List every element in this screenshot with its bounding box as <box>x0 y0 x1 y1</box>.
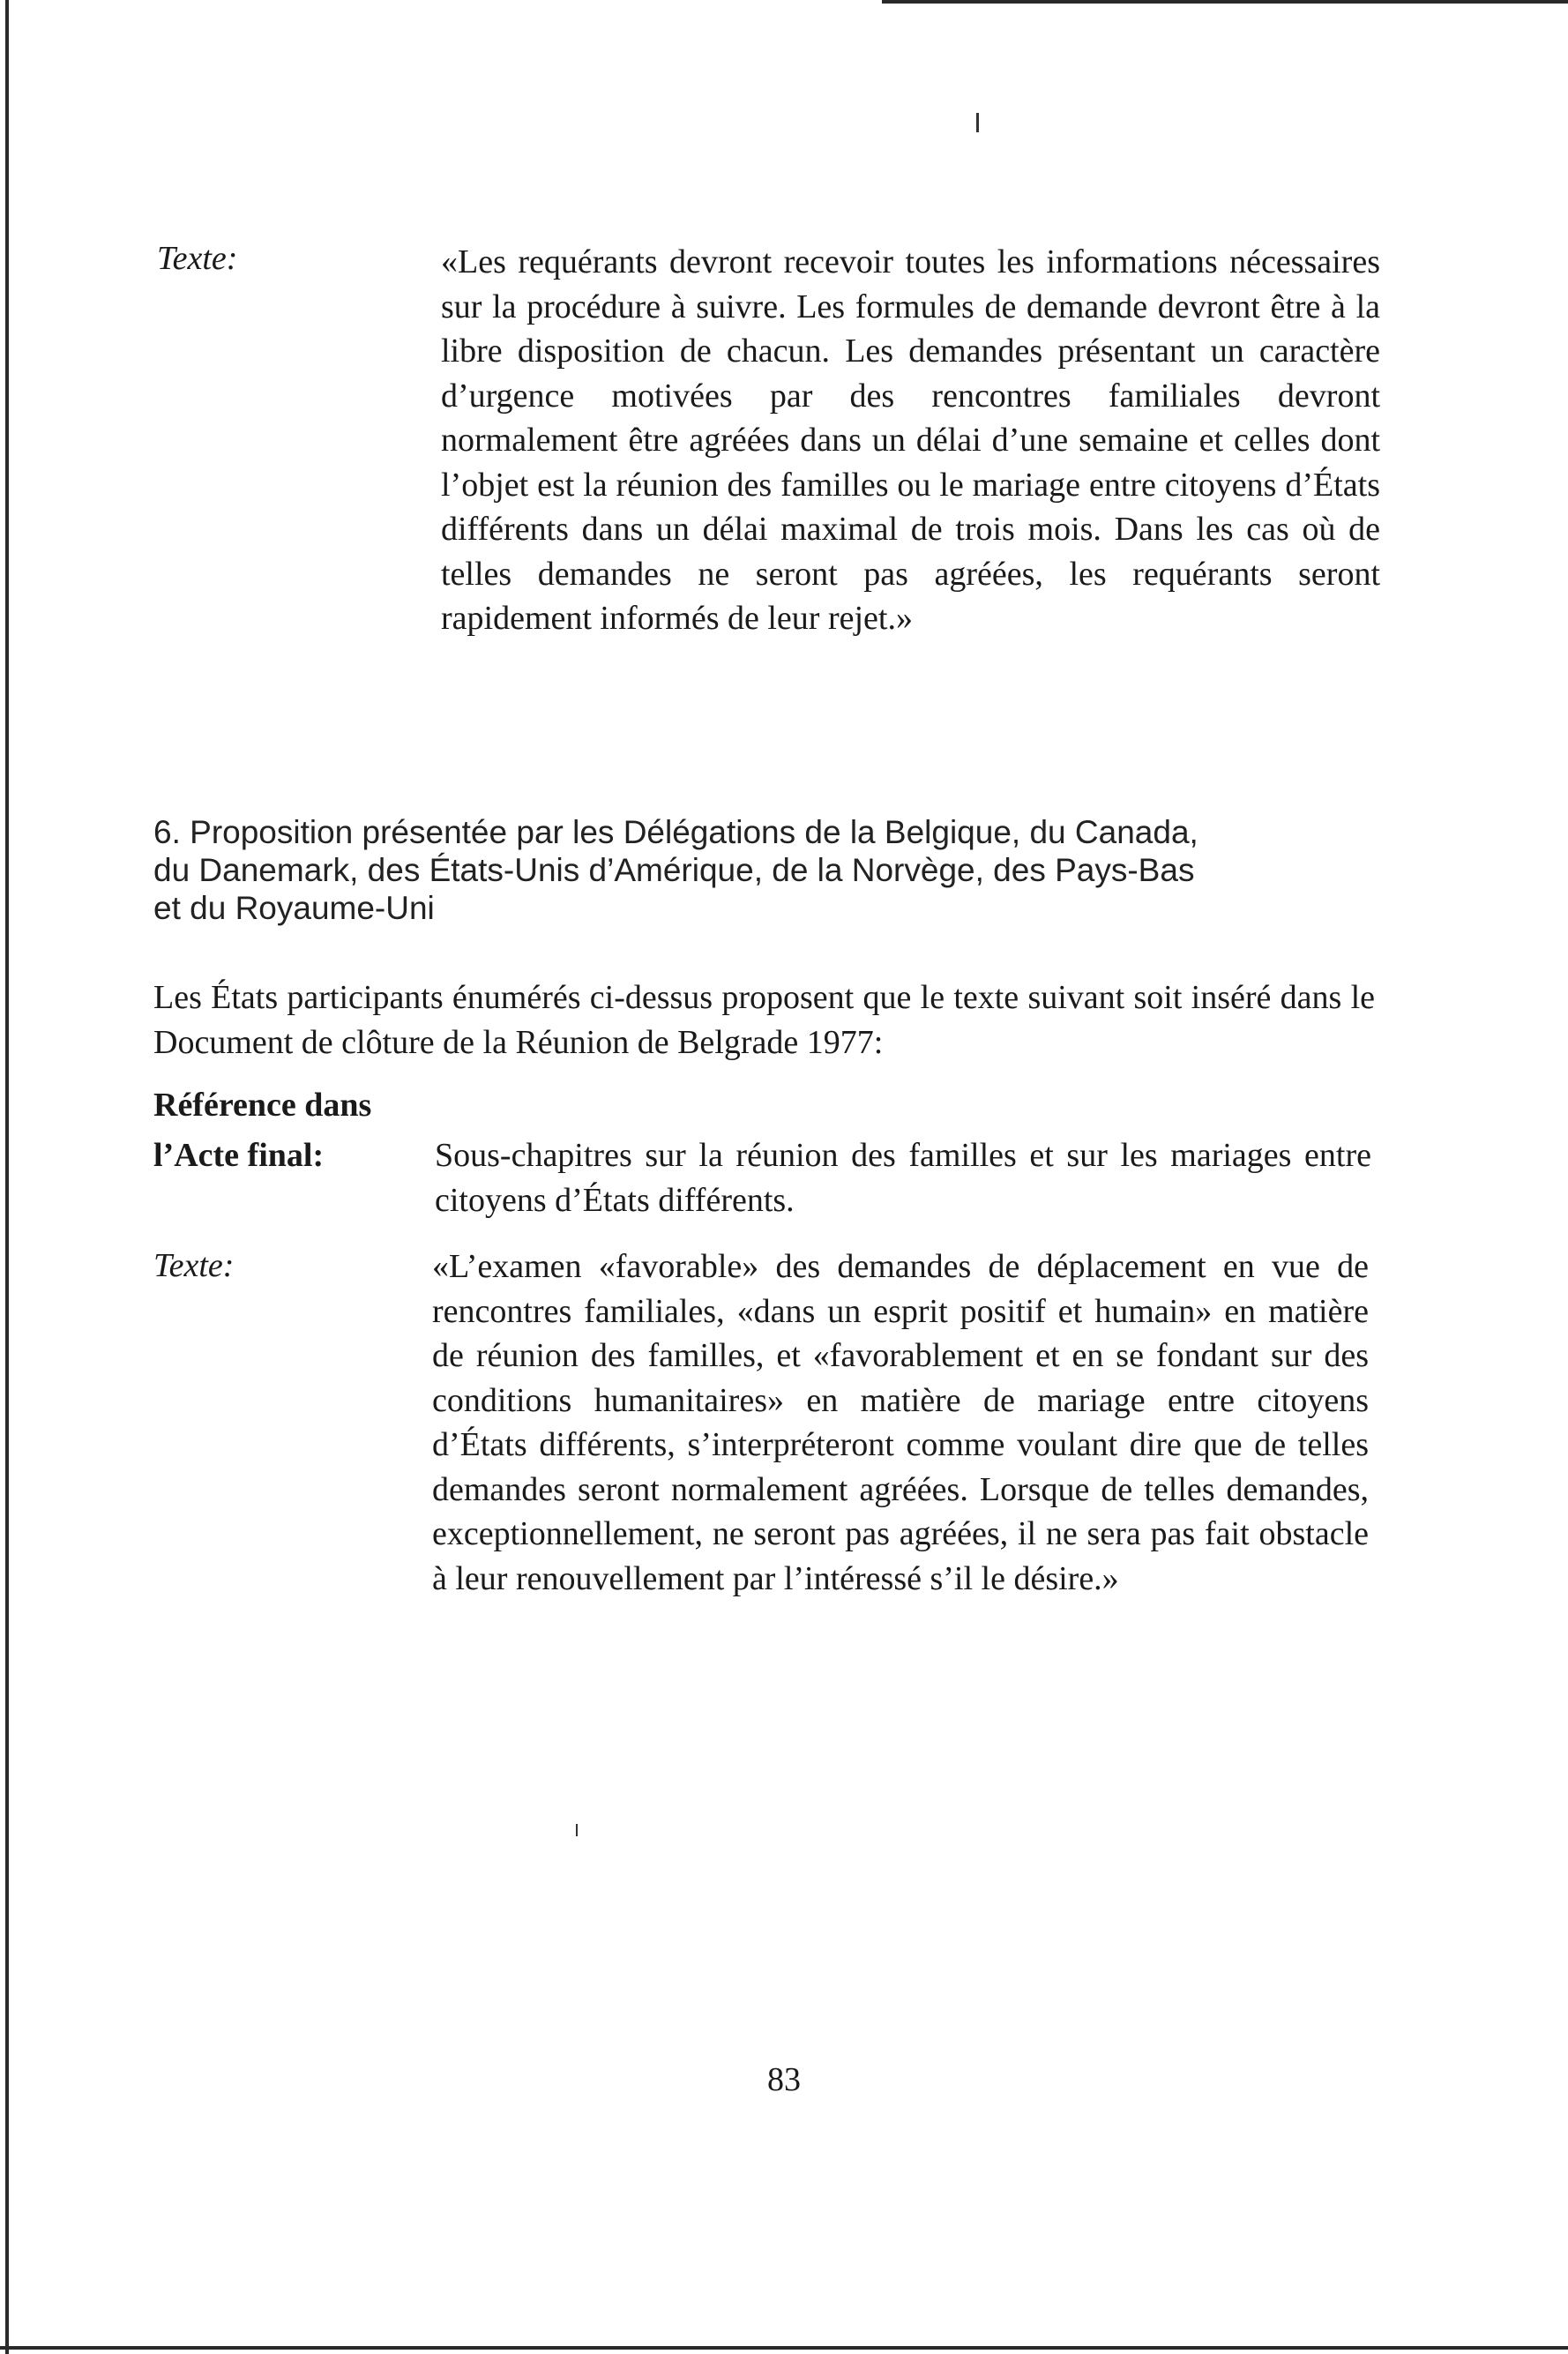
block1-label: Texte: <box>157 240 238 277</box>
section6-heading-line3: et du Royaume-Uni <box>153 890 435 926</box>
scan-bottom-edge <box>0 2346 1568 2350</box>
reference-label-line1: Référence dans <box>153 1087 372 1124</box>
section6-text-label: Texte: <box>153 1247 235 1284</box>
section6-intro: Les États participants énumérés ci-dessus proposent que le texte suivant soit inséré dans le Document de clôture de la Réunion de Belgrade 1977: <box>153 979 1375 1061</box>
scan-top-edge <box>882 0 1568 4</box>
section6-heading-line1: 6. Proposition présentée par les Délégations de la Belgique, du Canada, <box>153 814 1198 850</box>
section6-heading <box>153 813 1335 927</box>
page-number: 83 <box>767 2061 801 2098</box>
reference-text: Sous-chapitres sur la réunion des familles et sur les mariages entre citoyens d’États différents. <box>435 1137 1371 1219</box>
scan-left-edge <box>5 0 9 2354</box>
scan-speck <box>976 113 979 132</box>
section6-heading-line2: du Danemark, des États-Unis d’Amérique, de la Norvège, des Pays-Bas <box>153 852 1195 888</box>
section6-text: «L’examen «favorable» des demandes de déplacement en vue de rencontres familiales, «dans un esprit positif et humain» en matière de réunion des familles, et «favorablement et en se fondant sur des conditions humanitaires» en matière de mariage entre citoyens d’États différents, s’interpréteront comme voulant dire que de telles demandes seront normalement agréées. Lorsque de telles demandes, exceptionnellement, ne seront pas agréées, il ne sera pas fait obstacle à leur renouvellement par l’intéressé s’il le désire.» <box>432 1248 1369 1597</box>
reference-label-line2: l’Acte final: <box>153 1137 325 1174</box>
scan-speck <box>576 1824 578 1836</box>
reference-label <box>153 1080 371 1181</box>
block1-text: «Les requérants devront recevoir toutes les informations nécessaires sur la procédure à suivre. Les formules de demande devront être à la libre disposition de chacun. Les demandes présentant un caractère d’urgence motivées par des rencontres familiales devront normalement être agréées dans un délai d’une semaine et celles dont l’objet est la réunion des familles ou le mariage entre citoyens d’États différents dans un délai maximal de trois mois. Dans les cas où de telles demandes ne seront pas agréées, les requérants seront rapidement informés de leur rejet.» <box>441 243 1380 637</box>
